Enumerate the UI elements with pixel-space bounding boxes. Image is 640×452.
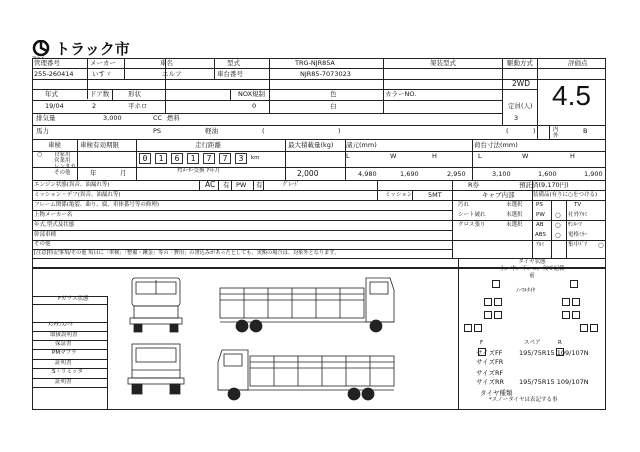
notice-text: [注意]特記事項/その他 項目に「車検」「整備・鍬金」等の「費用」の書込みがあったとしても、実額の場合は、対象外となります。 (34, 250, 340, 256)
label-fuel: 燃料 (167, 114, 180, 122)
label-pm-cert: 証明書 (55, 360, 72, 366)
odo-digit-4: 1 (187, 153, 199, 164)
label-hitch: 幹部車種 (34, 232, 57, 238)
opt-ps: PS (536, 202, 543, 208)
tire-rr-left-2[interactable] (474, 324, 482, 332)
value-pw-ari: 有 (256, 181, 263, 189)
value-teiin: 3 (514, 114, 519, 122)
label-shadai: 車台番号 (217, 70, 243, 78)
value-cabin-cross: 未選択 (506, 222, 523, 228)
opt-ab: AB (536, 222, 544, 228)
label-year: 年式,型式及状態 (34, 222, 75, 228)
fuel-paren-close: ) (338, 127, 341, 135)
tire-fr-left-1[interactable] (484, 298, 492, 306)
label-max-load: 最大積載量(kg) (288, 141, 334, 149)
value-bed-W: 1,600 (538, 170, 557, 178)
value-ari: 有 (223, 181, 230, 189)
tire-rr-left-1[interactable] (464, 324, 472, 332)
label-tire-kind: タイヤ種類 (480, 389, 513, 397)
tire-fr-right-2[interactable] (572, 298, 580, 306)
label-shaken: 車検 (48, 141, 61, 149)
value-kudo: 2WD (512, 79, 530, 88)
label-colorno: カラーNO. (385, 90, 417, 98)
label-bed-H: H (570, 152, 575, 160)
label-engine: エンジン状態(異音、油漏れ等) (34, 182, 110, 188)
label-nen: 年 (90, 169, 97, 177)
label-size-ff: サイズFF (476, 349, 503, 357)
tire-ff-right[interactable] (570, 280, 578, 288)
value-ac: AC (205, 180, 216, 189)
opt-circle-pw: ○ (555, 211, 561, 219)
tire-rr-right-2[interactable] (590, 324, 598, 332)
truck-diagram (110, 270, 450, 408)
label-eigyo: 営業用 (54, 158, 71, 164)
value-keijo: 平ホロ (128, 102, 148, 110)
label-body-dim: 諸元(mm) (346, 141, 377, 149)
label-size-fr: サイズFR (476, 358, 504, 366)
label-tire-r: R (558, 340, 562, 346)
value-doors: 2 (92, 102, 97, 110)
opt-sunroof: ｻﾝﾙｰﾌ (568, 222, 582, 228)
label-size-rr: サイズRR (476, 378, 505, 386)
label-cabin-seat: シート破れ (458, 212, 486, 218)
label-shamei: 車名 (160, 59, 173, 67)
label-bed-L: L (478, 152, 482, 160)
label-rental: レンタカ (54, 164, 76, 170)
label-opt-header: 装備品(有りに○をつける) (533, 192, 598, 198)
label-tire-f: F (480, 340, 484, 346)
label-warranty: 保証書 (55, 341, 72, 347)
label-normal-tire: ﾉｰﾏﾙﾀｲﾔ (516, 288, 536, 294)
value-cabin-seat: 未選択 (506, 212, 523, 218)
odo-digit-2: 1 (155, 153, 167, 164)
brand-logo (32, 40, 130, 59)
tire-rf-left-2[interactable] (494, 311, 502, 319)
value-size-rr: 195/75R15 109/107N (519, 378, 589, 386)
label-cabin: キャブ内部 (482, 191, 515, 199)
opt-circle-ab: ○ (555, 221, 561, 229)
value-recycle: 預託済(9,170円) (519, 181, 569, 189)
opt-circle-central: ○ (598, 241, 604, 249)
label-cabin-dirt: 汚れ (458, 202, 470, 208)
label-manual: 取扱説明書 (50, 332, 78, 338)
value-fuel: 軽油 (205, 127, 218, 135)
label-tire-note: *スノータイヤは表記する事 (489, 397, 558, 403)
value-score: 4.5 (552, 80, 591, 111)
label-cabin-cross: クロス張り (458, 222, 486, 228)
value-size-ff: 195/75R15 109/107N (519, 349, 589, 357)
value-body-W: 1,690 (400, 170, 419, 178)
value-shamei: エルフ (162, 70, 182, 78)
label-limiter: S・リミッタ (52, 369, 83, 375)
label-teiin: 定員(人) (508, 102, 533, 110)
inner-paren-close: ) (533, 127, 536, 135)
label-keijo: 形状 (128, 90, 141, 98)
label-mission-short: ミッション (385, 192, 413, 198)
label-km: km (251, 155, 260, 161)
label-maint: ﾒﾝﾃﾅﾝｽﾉｰﾄ (48, 322, 73, 328)
label-ps: PS (153, 127, 162, 135)
label-kaso: 架装型式 (430, 59, 456, 67)
truck-front-view-icon (130, 278, 182, 332)
value-bed-L: 3,100 (492, 170, 511, 178)
opt-circle-abs: ○ (555, 231, 561, 239)
label-score: 評価点 (568, 59, 588, 67)
label-kanri: 管理番号 (34, 59, 60, 67)
truck-side-view-right-icon (220, 278, 394, 332)
label-tsuki: 月 (120, 169, 127, 177)
label-haiki: 排気量 (36, 114, 56, 122)
tire-ff-left[interactable] (492, 280, 500, 288)
value-nenshiki: 19/04 (45, 102, 64, 110)
label-doors: ドア数 (90, 90, 110, 98)
label-nox: NOX規制 (238, 90, 266, 98)
value-outer-grade: B (583, 127, 588, 135)
label-size-rf: サイズRF (476, 369, 504, 377)
value-pw: PW (236, 181, 247, 189)
value-max-load: 2,000 (297, 169, 319, 178)
label-r: R券 (468, 181, 480, 189)
value-kanri: 255-260414 (34, 70, 74, 78)
label-body-L: L (346, 152, 350, 160)
label-unit: 内 外 (553, 127, 559, 140)
label-limiter-cert: 証明書 (55, 379, 72, 385)
label-meter: ﾀｺﾒｰﾀｰ交換 ?年月 (177, 168, 221, 174)
label-load: 上物メーカー名 (34, 212, 73, 218)
odo-digit-1: 0 (139, 153, 151, 164)
opt-alumi-ext: 社外ｱﾙﾐ (568, 212, 588, 218)
tire-panel (458, 258, 606, 410)
odo-digit-5: 7 (203, 153, 215, 164)
value-bed-H: 1,900 (584, 170, 603, 178)
opt-alumi: ｱﾙﾐ (536, 242, 545, 248)
label-other: その他 (54, 170, 71, 176)
value-nox: 0 (252, 102, 257, 110)
inner-paren-open: ( (506, 127, 509, 135)
value-shadai: NJR85-7073023 (300, 70, 351, 78)
label-body-W: W (390, 152, 397, 160)
odo-digit-7: 3 (235, 153, 247, 164)
value-katashiki: TRG-NJR85A (295, 59, 335, 67)
label-bed-W: W (522, 152, 529, 160)
label-tire-title: タイヤ状態 (518, 259, 546, 265)
value-mt: 5MT (428, 191, 442, 199)
opt-mirror: 電格ﾐﾗｰ (568, 232, 588, 238)
label-shaken-exp: 車検有効期限 (80, 141, 119, 149)
value-grade: ｸﾞﾚｰﾄﾞ (283, 182, 300, 188)
label-cc: CC (153, 114, 163, 122)
brand-name: トラック市 (55, 41, 130, 58)
label-pm: PMマフラ (52, 350, 77, 356)
value-maker: いすゞ (92, 70, 112, 78)
label-katashiki: 型式 (227, 59, 240, 67)
opt-tv: TV (574, 202, 582, 208)
value-haiki: 3,000 (103, 114, 122, 122)
label-nenshiki: 年式 (45, 90, 58, 98)
opt-pw: PW (536, 212, 545, 218)
label-sokou: 走行距離 (195, 141, 221, 149)
label-mission: ミッション・デフ(異音、油漏れ等) (34, 192, 121, 198)
label-bed-dim: 荷台寸法(mm) (474, 141, 518, 149)
opt-abs: ABS (535, 232, 546, 238)
label-maker: メーカー (90, 59, 116, 67)
label-kudo: 駆動方式 (507, 59, 533, 67)
fuel-paren-open: ( (262, 127, 265, 135)
label-jikayo: 自家用 (54, 152, 71, 158)
label-tire-spare: スペア (524, 340, 541, 346)
label-tire-front: 前 (529, 273, 535, 279)
label-fglass: Fガラス状態 (58, 296, 89, 302)
odo-digit-6: 7 (219, 153, 231, 164)
label-color: 色 (330, 90, 337, 98)
label-tire-sub: 上、中、下、×、欠で記載 (499, 266, 565, 272)
truck-rear-view-icon (128, 344, 184, 394)
brand-sub: TRUCK (32, 56, 44, 60)
check-jikayo[interactable]: ○ (37, 151, 43, 158)
odo-digit-3: 6 (171, 153, 183, 164)
label-bariki: 馬力 (36, 127, 49, 135)
tire-rf-left-1[interactable] (484, 311, 492, 319)
truck-side-view-left-icon (218, 350, 394, 400)
tire-rf-right-1[interactable] (562, 311, 570, 319)
label-other-equip: その他 (34, 241, 51, 247)
tire-fr-left-2[interactable] (494, 298, 502, 306)
value-color: 白 (330, 102, 337, 110)
value-cabin-dirt: 未選択 (506, 202, 523, 208)
value-body-H: 2,950 (447, 170, 466, 178)
tire-rf-right-2[interactable] (572, 311, 580, 319)
tire-fr-right-1[interactable] (562, 298, 570, 306)
value-body-L: 4,980 (358, 170, 377, 178)
tire-rr-right-1[interactable] (580, 324, 588, 332)
label-body-H: H (432, 152, 437, 160)
opt-central: 集中ﾄﾞｱ (568, 242, 588, 248)
label-frame: フレーム関係(亀裂、曲り、腐、車体番号等の修理) (34, 202, 160, 208)
